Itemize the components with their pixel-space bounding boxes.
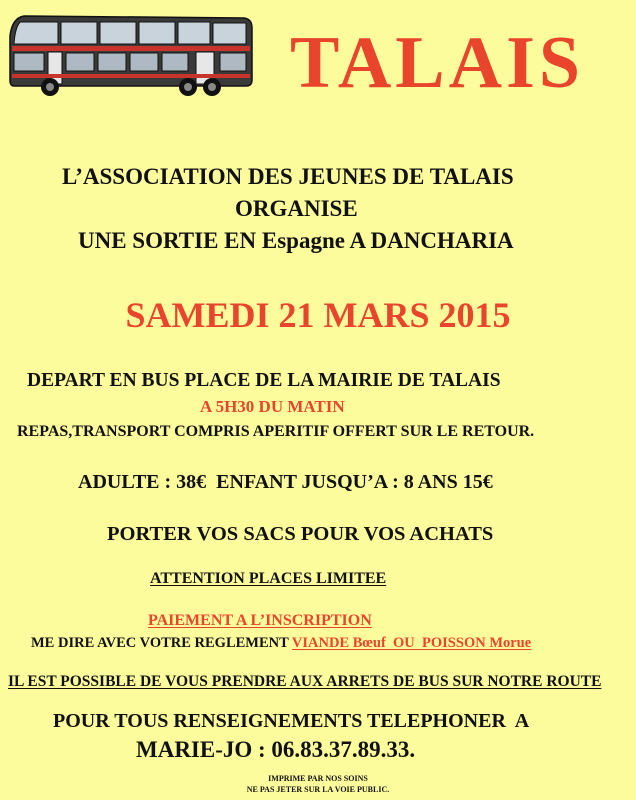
footer-do-not-litter: NE PAS JETER SUR LA VOIE PUBLIC. bbox=[246, 785, 390, 794]
payment-title: PAIEMENT A L’INSCRIPTION bbox=[148, 612, 372, 629]
included-services: REPAS,TRANSPORT COMPRIS APERITIF OFFERT SUR LE RETOUR. bbox=[17, 423, 535, 440]
pickup-notice: IL EST POSSIBLE DE VOUS PRENDRE AUX ARRETS DE BUS SUR NOTRE ROUTE bbox=[8, 673, 602, 690]
footer-printed-by: IMPRIME PAR NOS SOINS bbox=[268, 774, 368, 783]
event-date: SAMEDI 21 MARS 2015 bbox=[125, 295, 511, 335]
intro-line-organise: ORGANISE bbox=[235, 196, 358, 221]
prices: ADULTE : 38€ ENFANT JUSQU’A : 8 ANS 15€ bbox=[78, 471, 493, 493]
contact-line: POUR TOUS RENSEIGNEMENTS TELEPHONER A bbox=[53, 710, 530, 732]
intro-line-destination: UNE SORTIE EN Espagne A DANCHARIA bbox=[78, 228, 514, 253]
departure-place: DEPART EN BUS PLACE DE LA MAIRIE DE TALAIS bbox=[27, 370, 501, 391]
departure-time: A 5H30 DU MATIN bbox=[200, 397, 345, 416]
double-decker-bus-image bbox=[6, 10, 256, 96]
meal-choice-options: VIANDE Bœuf OU POISSON Morue bbox=[291, 635, 532, 651]
meal-choice-prefix: ME DIRE AVEC VOTRE REGLEMENT bbox=[31, 635, 289, 651]
contact-phone: MARIE-JO : 06.83.37.89.33. bbox=[136, 737, 416, 762]
bags-note: PORTER VOS SACS POUR VOS ACHATS bbox=[107, 523, 494, 545]
meal-choice bbox=[31, 635, 531, 652]
limited-places-notice: ATTENTION PLACES LIMITEE bbox=[150, 570, 387, 587]
intro-line-association: L’ASSOCIATION DES JEUNES DE TALAIS bbox=[62, 164, 514, 189]
page-title: TALAIS bbox=[290, 22, 585, 104]
